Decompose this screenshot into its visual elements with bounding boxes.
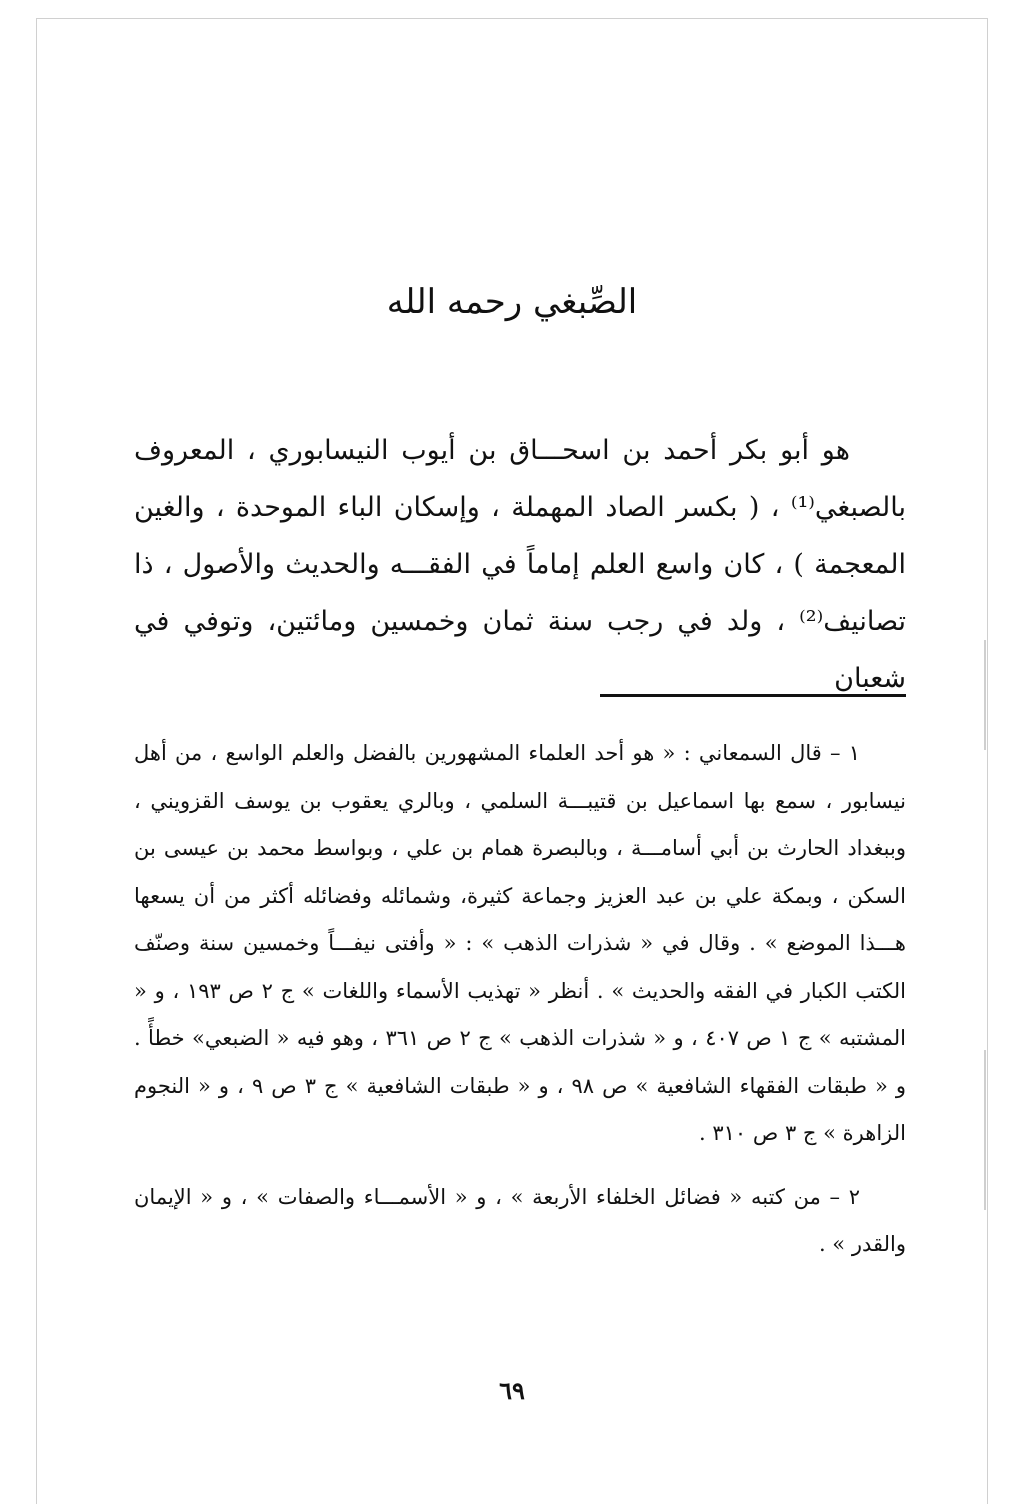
footnote-2: ٢ – من كتبه « فضائل الخلفاء الأربعة » ، و « الأسمـــاء والصفات » ، و « الإيمان والقدر » .: [134, 1184, 906, 1256]
page-number: ٦٩: [499, 1376, 525, 1405]
page-title: الصِّبغي رحمه الله: [386, 282, 638, 322]
body-text: [134, 422, 906, 707]
footnote-separator: [600, 694, 906, 697]
scan-mark: [984, 1050, 986, 1210]
body-paragraph: هو أبو بكر أحمد بن اسحـــاق بن أيوب النيسابوري ، المعروف بالصبغي⁽¹⁾ ، ( بكسر الصاد المهملة ، وإسكان الباء الموحدة ، والغين المعجمة ) ، كان واسع العلم إماماً في الفقـــه والحديث والأصول ، ذا تصانيف⁽²⁾ ، ولد في رجب سنة ثمان وخمسين ومائتين، وتوفي في شعبان: [134, 435, 906, 694]
footnote-1: ١ – قال السمعاني : « هو أحد العلماء المشهورين بالفضل والعلم الواسع ، من أهل نيسابور ، سمع بها اسماعيل بن قتيبـــة السلمي ، وبالري يعقوب بن يوسف القزويني ، وببغداد الحارث بن أبي أسامـــة ، وبالبصرة همام بن علي ، وبواسط محمد بن عيسى بن السكن ، وبمكة علي بن عبد العزيز وجماعة كثيرة، وشمائله وفضائله أكثر من أن يسعها هـــذا الموضع » . وقال في « شذرات الذهب » : « وأفتى نيفـــاً وخمسين سنة وصنّف الكتب الكبار في الفقه والحديث » . أنظر « تهذيب الأسماء واللغات » ج ٢ ص ١٩٣ ، و « المشتبه » ج ١ ص ٤٠٧ ، و « شذرات الذهب » ج ٢ ص ٣٦١ ، وهو فيه « الضبعي» خطأً . و « طبقات الفقهاء الشافعية » ص ٩٨ ، و « طبقات الشافعية » ج ٣ ص ٩ ، و « النجوم الزاهرة » ج ٣ ص ٣١٠ .: [134, 741, 907, 1145]
scan-mark: [984, 640, 986, 750]
footnotes: [134, 730, 906, 1269]
